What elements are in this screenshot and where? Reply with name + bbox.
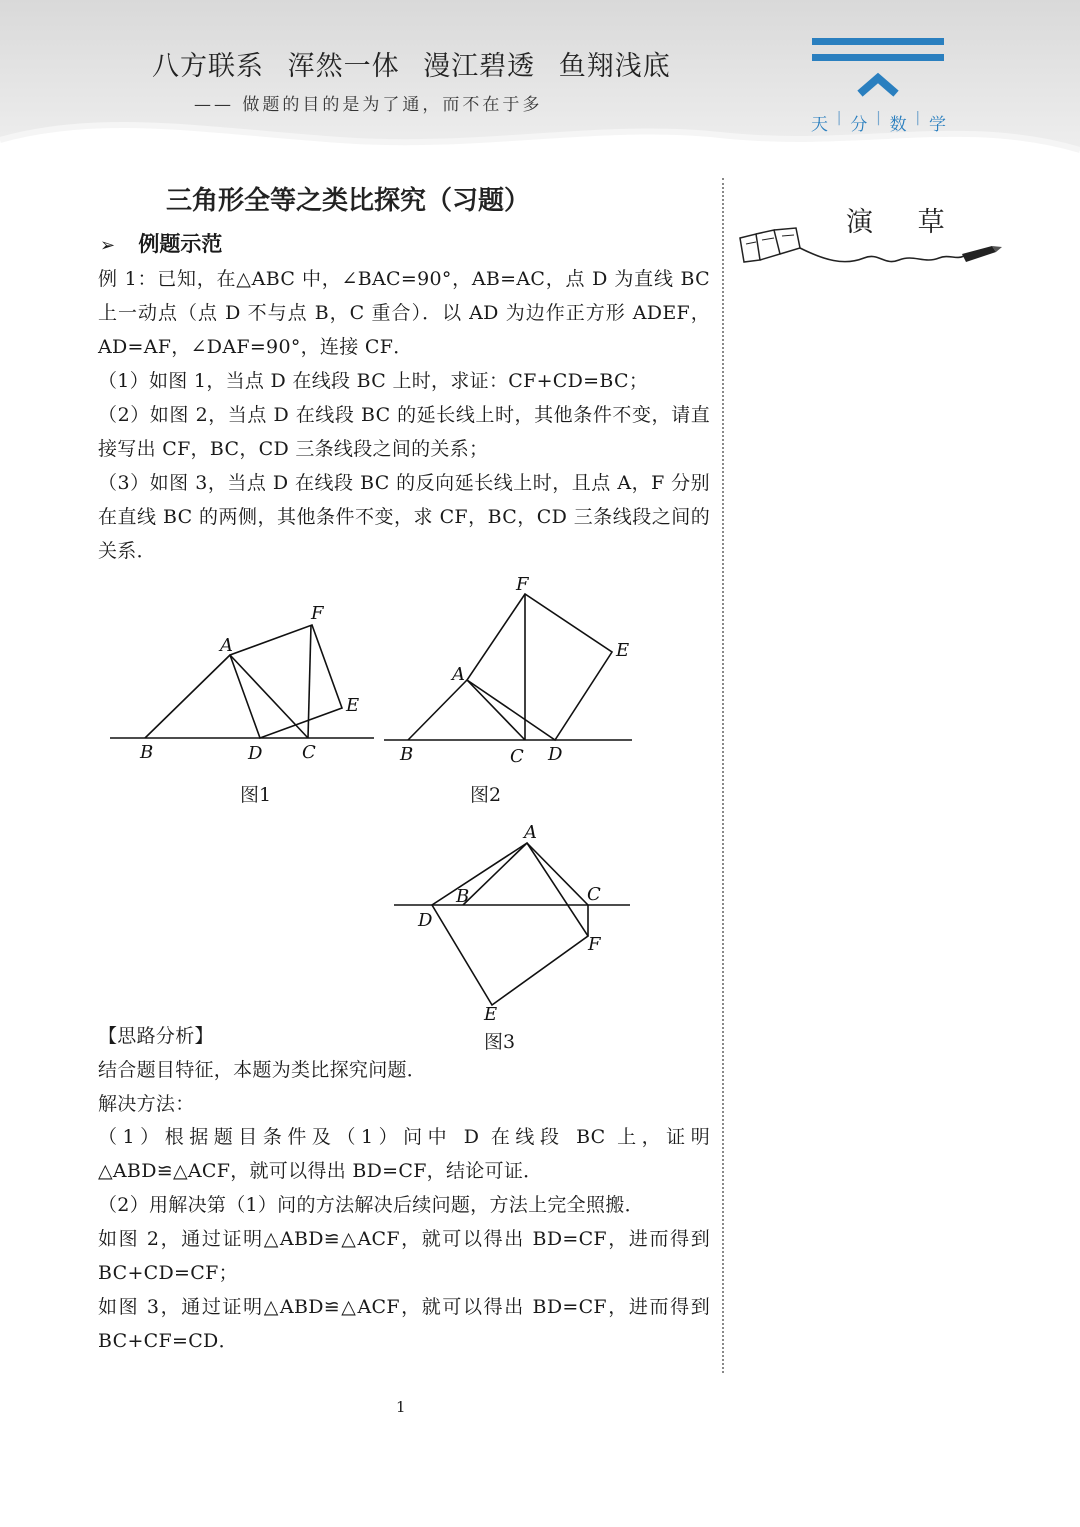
- problem-q2: （2）如图 2，当点 D 在线段 BC 的延长线上时，其他条件不变，请直接写出 CF，BC，CD 三条线段之间的关系；: [98, 404, 710, 460]
- analysis-paragraph: （1）根据题目条件及（1）问中 D 在线段 BC 上，证明△ABD≌△ACF，就可以得出 BD=CF，结论可证．: [98, 1126, 710, 1182]
- page-number: 1: [396, 1398, 406, 1416]
- segment-ab: [145, 655, 230, 738]
- segment-ab: [463, 843, 527, 905]
- square-adef: [432, 843, 588, 1005]
- section-heading: [100, 228, 222, 258]
- label-e: E: [616, 640, 630, 661]
- motto-phrase: 八方联系: [152, 51, 264, 82]
- figure-1-caption: 图1: [240, 784, 272, 806]
- analysis-line: 解决方法：: [98, 1093, 195, 1115]
- label-a: A: [452, 664, 465, 685]
- label-f: F: [588, 934, 601, 955]
- scratch-title: 演 草: [846, 207, 963, 238]
- analysis-line: 结合题目特征，本题为类比探究问题．: [98, 1059, 427, 1081]
- column-divider: [722, 178, 724, 1373]
- segment-cf: [308, 625, 311, 738]
- analysis-heading: 【思路分析】: [98, 1025, 214, 1047]
- problem-q3: （3）如图 3，当点 D 在线段 BC 的反向延长线上时，且点 A，F 分别在直线 BC 的两侧，其他条件不变，求 CF，BC，CD 三条线段之间的关系．: [98, 472, 710, 562]
- figure-2: [378, 570, 638, 770]
- logo-char: 分: [850, 115, 868, 135]
- label-d: D: [248, 743, 263, 764]
- problem-intro: 例 1：已知，在△ABC 中，∠BAC=90°，AB=AC，点 D 为直线 BC 上一动点（点 D 不与点 B，C 重合）．以 AD 为边作正方形 ADEF，AD=AF，∠DAF=90°，连接 CF．: [98, 268, 710, 358]
- label-f: F: [516, 574, 529, 595]
- figure-1: [100, 595, 385, 770]
- logo-char: 数: [889, 115, 907, 135]
- analysis-paragraph: 如图 3，通过证明△ABD≌△ACF，就可以得出 BD=CF，进而得到 BC+CF=CD．: [98, 1296, 710, 1352]
- logo-separator: |: [836, 110, 842, 126]
- logo-separator: |: [915, 110, 921, 126]
- label-e: E: [346, 695, 360, 716]
- figure-2-caption: 图2: [470, 784, 502, 806]
- analysis-paragraph: （2）用解决第（1）问的方法解决后续问题，方法上完全照搬．: [98, 1194, 644, 1216]
- label-b: B: [456, 886, 470, 907]
- logo-separator: |: [876, 110, 881, 126]
- square-adef: [230, 625, 342, 738]
- problem-q1: （1）如图 1，当点 D 在线段 BC 上时，求证：CF+CD=BC；: [98, 370, 649, 392]
- section-label: 例题示范: [138, 232, 223, 256]
- header-motto: [152, 44, 685, 83]
- motto-phrase: 浑然一体: [287, 51, 400, 82]
- pencil-doodle-icon: [734, 220, 1004, 270]
- label-d: D: [548, 744, 563, 765]
- label-f: F: [311, 603, 324, 624]
- label-c: C: [510, 746, 524, 767]
- segment-ac: [527, 843, 588, 905]
- label-e: E: [484, 1004, 498, 1025]
- analysis-paragraph: 如图 2，通过证明△ABD≌△ACF，就可以得出 BD=CF，进而得到 BC+CD=CF；: [98, 1228, 710, 1284]
- label-c: C: [302, 742, 316, 763]
- figure-3: [388, 820, 638, 1025]
- logo-char: 天: [811, 115, 828, 135]
- label-b: B: [400, 744, 414, 765]
- figure-3-caption: 图3: [484, 1031, 516, 1053]
- motto-phrase: 漫江碧透: [423, 51, 536, 82]
- square-adef: [467, 594, 612, 740]
- label-d: D: [418, 910, 433, 931]
- logo-char: 学: [928, 115, 946, 135]
- logo-text: [811, 110, 946, 135]
- segment-ac: [467, 680, 525, 740]
- label-b: B: [140, 742, 154, 763]
- label-c: C: [587, 884, 601, 905]
- label-a: A: [220, 635, 233, 656]
- header-sub-motto: —— 做题的目的是为了通，而不在于多: [194, 95, 543, 115]
- arrow-bullet-icon: ➢: [100, 235, 116, 256]
- label-a: A: [524, 822, 537, 843]
- segment-ab: [408, 680, 467, 740]
- motto-phrase: 鱼翔浅底: [558, 51, 671, 82]
- page-title: 三角形全等之类比探究（习题）: [165, 186, 530, 216]
